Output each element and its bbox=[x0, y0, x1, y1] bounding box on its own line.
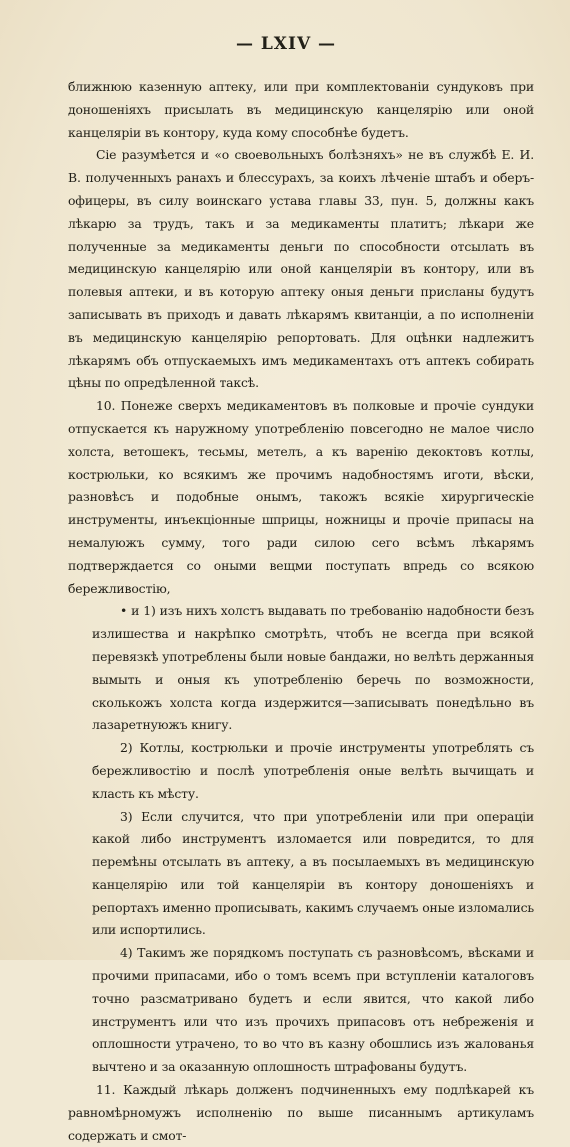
body-text bbox=[68, 76, 534, 1147]
paragraph: ближнюю казенную аптеку, или при комплектованіи сундуковъ при доношеніяхъ присылать въ медицинскую канцелярію или оной канцеляріи въ контору, куда кому способнѣе будетъ. bbox=[68, 79, 534, 140]
paragraph: 10. Понеже сверхъ медикаментовъ въ полковые и прочіе сундуки отпускается къ наружному употребленію повсегодно не малое число холста, ветошекъ, тесьмы, метелъ, а къ варенію декоктовъ котлы, кострюльки, ко всякимъ же прочимъ надобностямъ иготи, вѣски, разновѣсъ и подобные онымъ, такожъ всякіе хирургическіе инструменты, инъекціонные шприцы, ножницы и прочіе припасы на немалуюжъ сумму, того ради силою сего всѣмъ лѣкарямъ подтверждается со оными вещми поступать впредь со всякою бережливостію, bbox=[68, 398, 534, 596]
paragraph: 3) Если случится, что при употребленіи или при операціи какой либо инструментъ изломается или повредится, то для перемѣны отсылать въ аптеку, а въ посылаемыхъ въ медицинскую канцелярію или той канцеляріи въ контору доношеніяхъ и репортахъ именно прописывать, какимъ случаемъ оные изломались или испортились. bbox=[92, 808, 534, 938]
paragraph: • и 1) изъ нихъ холстъ выдавать по требованію надобности безъ излишества и накрѣпко смотрѣть, чтобъ не всегда при всякой перевязкѣ употреблены были новые бандажи, но велѣть держанныя вымыть и оныя къ употребленію беречь по возможности, сколькожъ холста когда издержится—записывать понедѣльно въ лазаретнуюжъ книгу. bbox=[92, 603, 534, 733]
paragraph: 2) Котлы, кострюльки и прочіе инструменты употреблять съ бережливостію и послѣ употребленія оные велѣть вычищать и класть къ мѣсту. bbox=[92, 740, 534, 801]
paragraph: Сіе разумѣется и «о своевольныхъ болѣзняхъ» не въ службѣ Е. И. В. полученныхъ ранахъ и блессурахъ, за коихъ лѣченіе штабъ и оберъ-офицеры, въ силу воинскаго устава главы 33, пун. 5, должны какъ лѣкарю за трудъ, такъ и за медикаменты платитъ; лѣкари же полученные за медикаменты деньги по способности отсылать въ медицинскую канцелярію или оной канцеляріи въ контору, или въ полевыя аптеки, и въ которую аптеку оныя деньги присланы будутъ записывать въ приходъ и давать лѣкарямъ квитанціи, а по исполненіи въ медицинскую канцелярію репортовать. Для оцѣнки надлежитъ лѣкарямъ объ отпускаемыхъ имъ медикаментахъ отъ аптекъ собирать цѣны по опредѣленной таксѣ. bbox=[68, 147, 534, 391]
paragraph: 11. Каждый лѣкарь долженъ подчиненныхъ ему подлѣкарей къ равномѣрномужъ исполненію по выше писаннымъ артикуламъ содержать и смот- bbox=[68, 1082, 534, 1143]
paragraph: 4) Такимъ же порядкомъ поступать съ разновѣсомъ, вѣсками и прочими припасами, ибо о томъ всемъ при вступленіи каталоговъ точно разсматривано будетъ и если явится, что какой либо инструментъ или что изъ прочихъ припасовъ отъ небреженія и оплошности утрачено, то во что въ казну обошлись изъ жалованья вычтено и за оказанную оплошность штрафованы будутъ. bbox=[92, 945, 534, 1075]
page-header: — LXIV — bbox=[235, 34, 337, 54]
